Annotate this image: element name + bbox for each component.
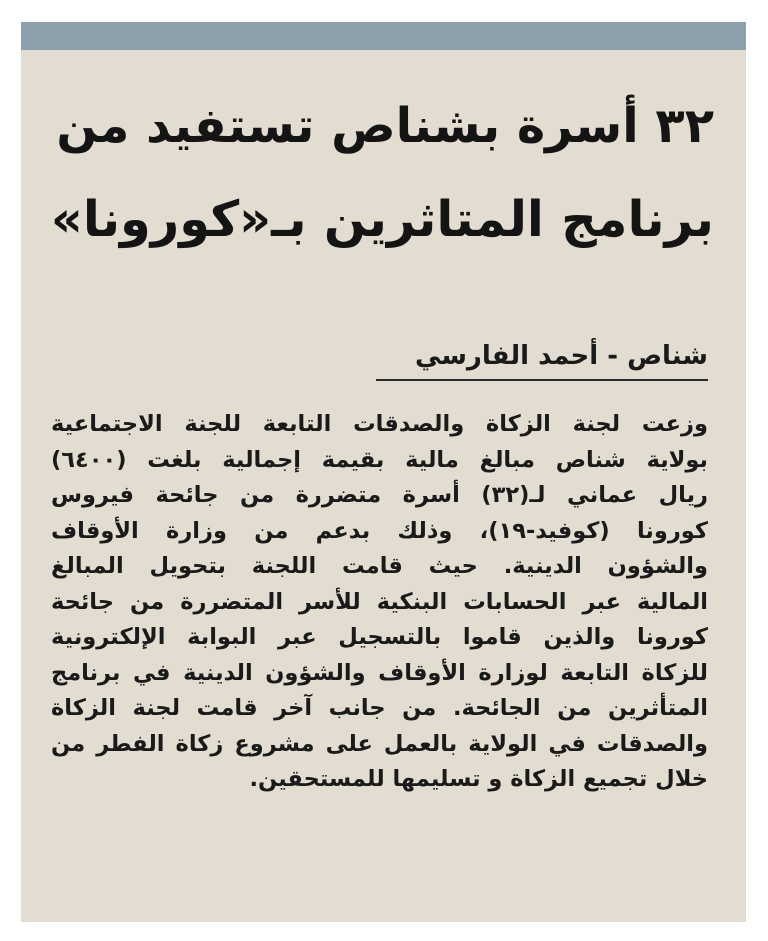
article-body bbox=[51, 407, 708, 798]
article-clipping bbox=[21, 22, 746, 922]
headline-line-1: ٣٢ أسرة بشناص تستفيد من bbox=[56, 98, 714, 154]
byline: شناص - أحمد الفارسي bbox=[415, 341, 708, 371]
body-line: كورونا والذين قاموا بالتسجيل عبر البوابة الإلكترونية bbox=[51, 624, 708, 650]
byline-underline bbox=[376, 379, 708, 381]
body-line: والصدقات في الولاية بالعمل على مشروع زكاة الفطر من bbox=[51, 730, 708, 757]
headline bbox=[51, 80, 714, 266]
body-line: للزكاة التابعة لوزارة الأوقاف والشؤون الدينية في برنامج bbox=[51, 659, 708, 686]
headline-line-2: برنامج المتاثرين بـ«كورونا» bbox=[50, 190, 714, 248]
body-line: المالية عبر الحسابات البنكية للأسر المتضررة من جائحة bbox=[51, 588, 708, 615]
body-line: والشؤون الدينية. حيث قامت اللجنة بتحويل المبالغ bbox=[51, 553, 708, 579]
body-line: كورونا (كوفيد-١٩)، وذلك بدعم من وزارة الأوقاف bbox=[51, 517, 708, 544]
body-line: المتأثرين من الجائحة. من جانب آخر قامت لجنة الزكاة bbox=[51, 695, 708, 721]
body-line: وزعت لجنة الزكاة والصدقات التابعة للجنة الاجتماعية bbox=[51, 411, 708, 437]
body-line: بولاية شناص مبالغ مالية بقيمة إجمالية بلغت (٦٤٠٠) bbox=[51, 446, 708, 473]
top-color-bar bbox=[21, 22, 746, 50]
body-line-last: خلال تجميع الزكاة و تسليمها للمستحقين. bbox=[249, 766, 708, 792]
body-line: ريال عماني لـ(٣٢) أسرة متضررة من جائحة فيروس bbox=[51, 482, 709, 508]
